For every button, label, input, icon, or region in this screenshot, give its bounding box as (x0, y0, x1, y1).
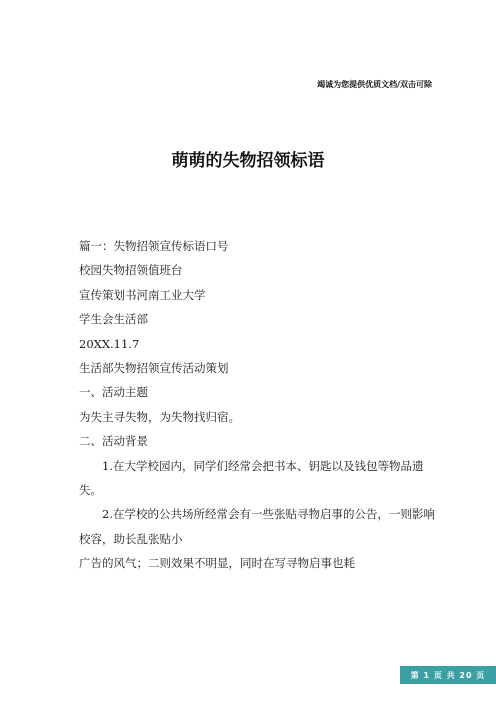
document-title: 萌萌的失物招领标语 (171, 151, 325, 171)
body-line: 二、活动背景 (79, 434, 148, 449)
body-paragraph: 1.在大学校园内，同学们经常会把书本、钥匙以及钱包等物品遗失。 (79, 458, 424, 498)
page-indicator-badge: 第 1 页 共 20 页 (400, 666, 496, 684)
body-paragraph: 2.在学校的公共场所经常会有一些张贴寻物启事的公告，一则影响校容，助长乱张贴小 (79, 507, 435, 546)
body-line: 宣传策划书河南工业大学 (79, 287, 206, 302)
header-note: 竭诚为您提供优质文档/双击可除 (317, 80, 432, 89)
body-line: 篇一：失物招领宣传标语口号 (79, 239, 229, 253)
body-line: 广告的风气；二则效果不明显，同时在写寻物启事也耗 (79, 556, 355, 571)
body-line: 一、活动主题 (79, 385, 148, 400)
body-line: 20XX.11.7 (79, 336, 140, 351)
document-body (79, 234, 439, 576)
body-line: 生活部失物招领宣传活动策划 (79, 361, 229, 376)
body-line: 学生会生活部 (79, 312, 148, 327)
body-line: 校园失物招领值班台 (79, 263, 183, 278)
body-line: 为失主寻失物，为失物找归宿。 (79, 409, 240, 424)
